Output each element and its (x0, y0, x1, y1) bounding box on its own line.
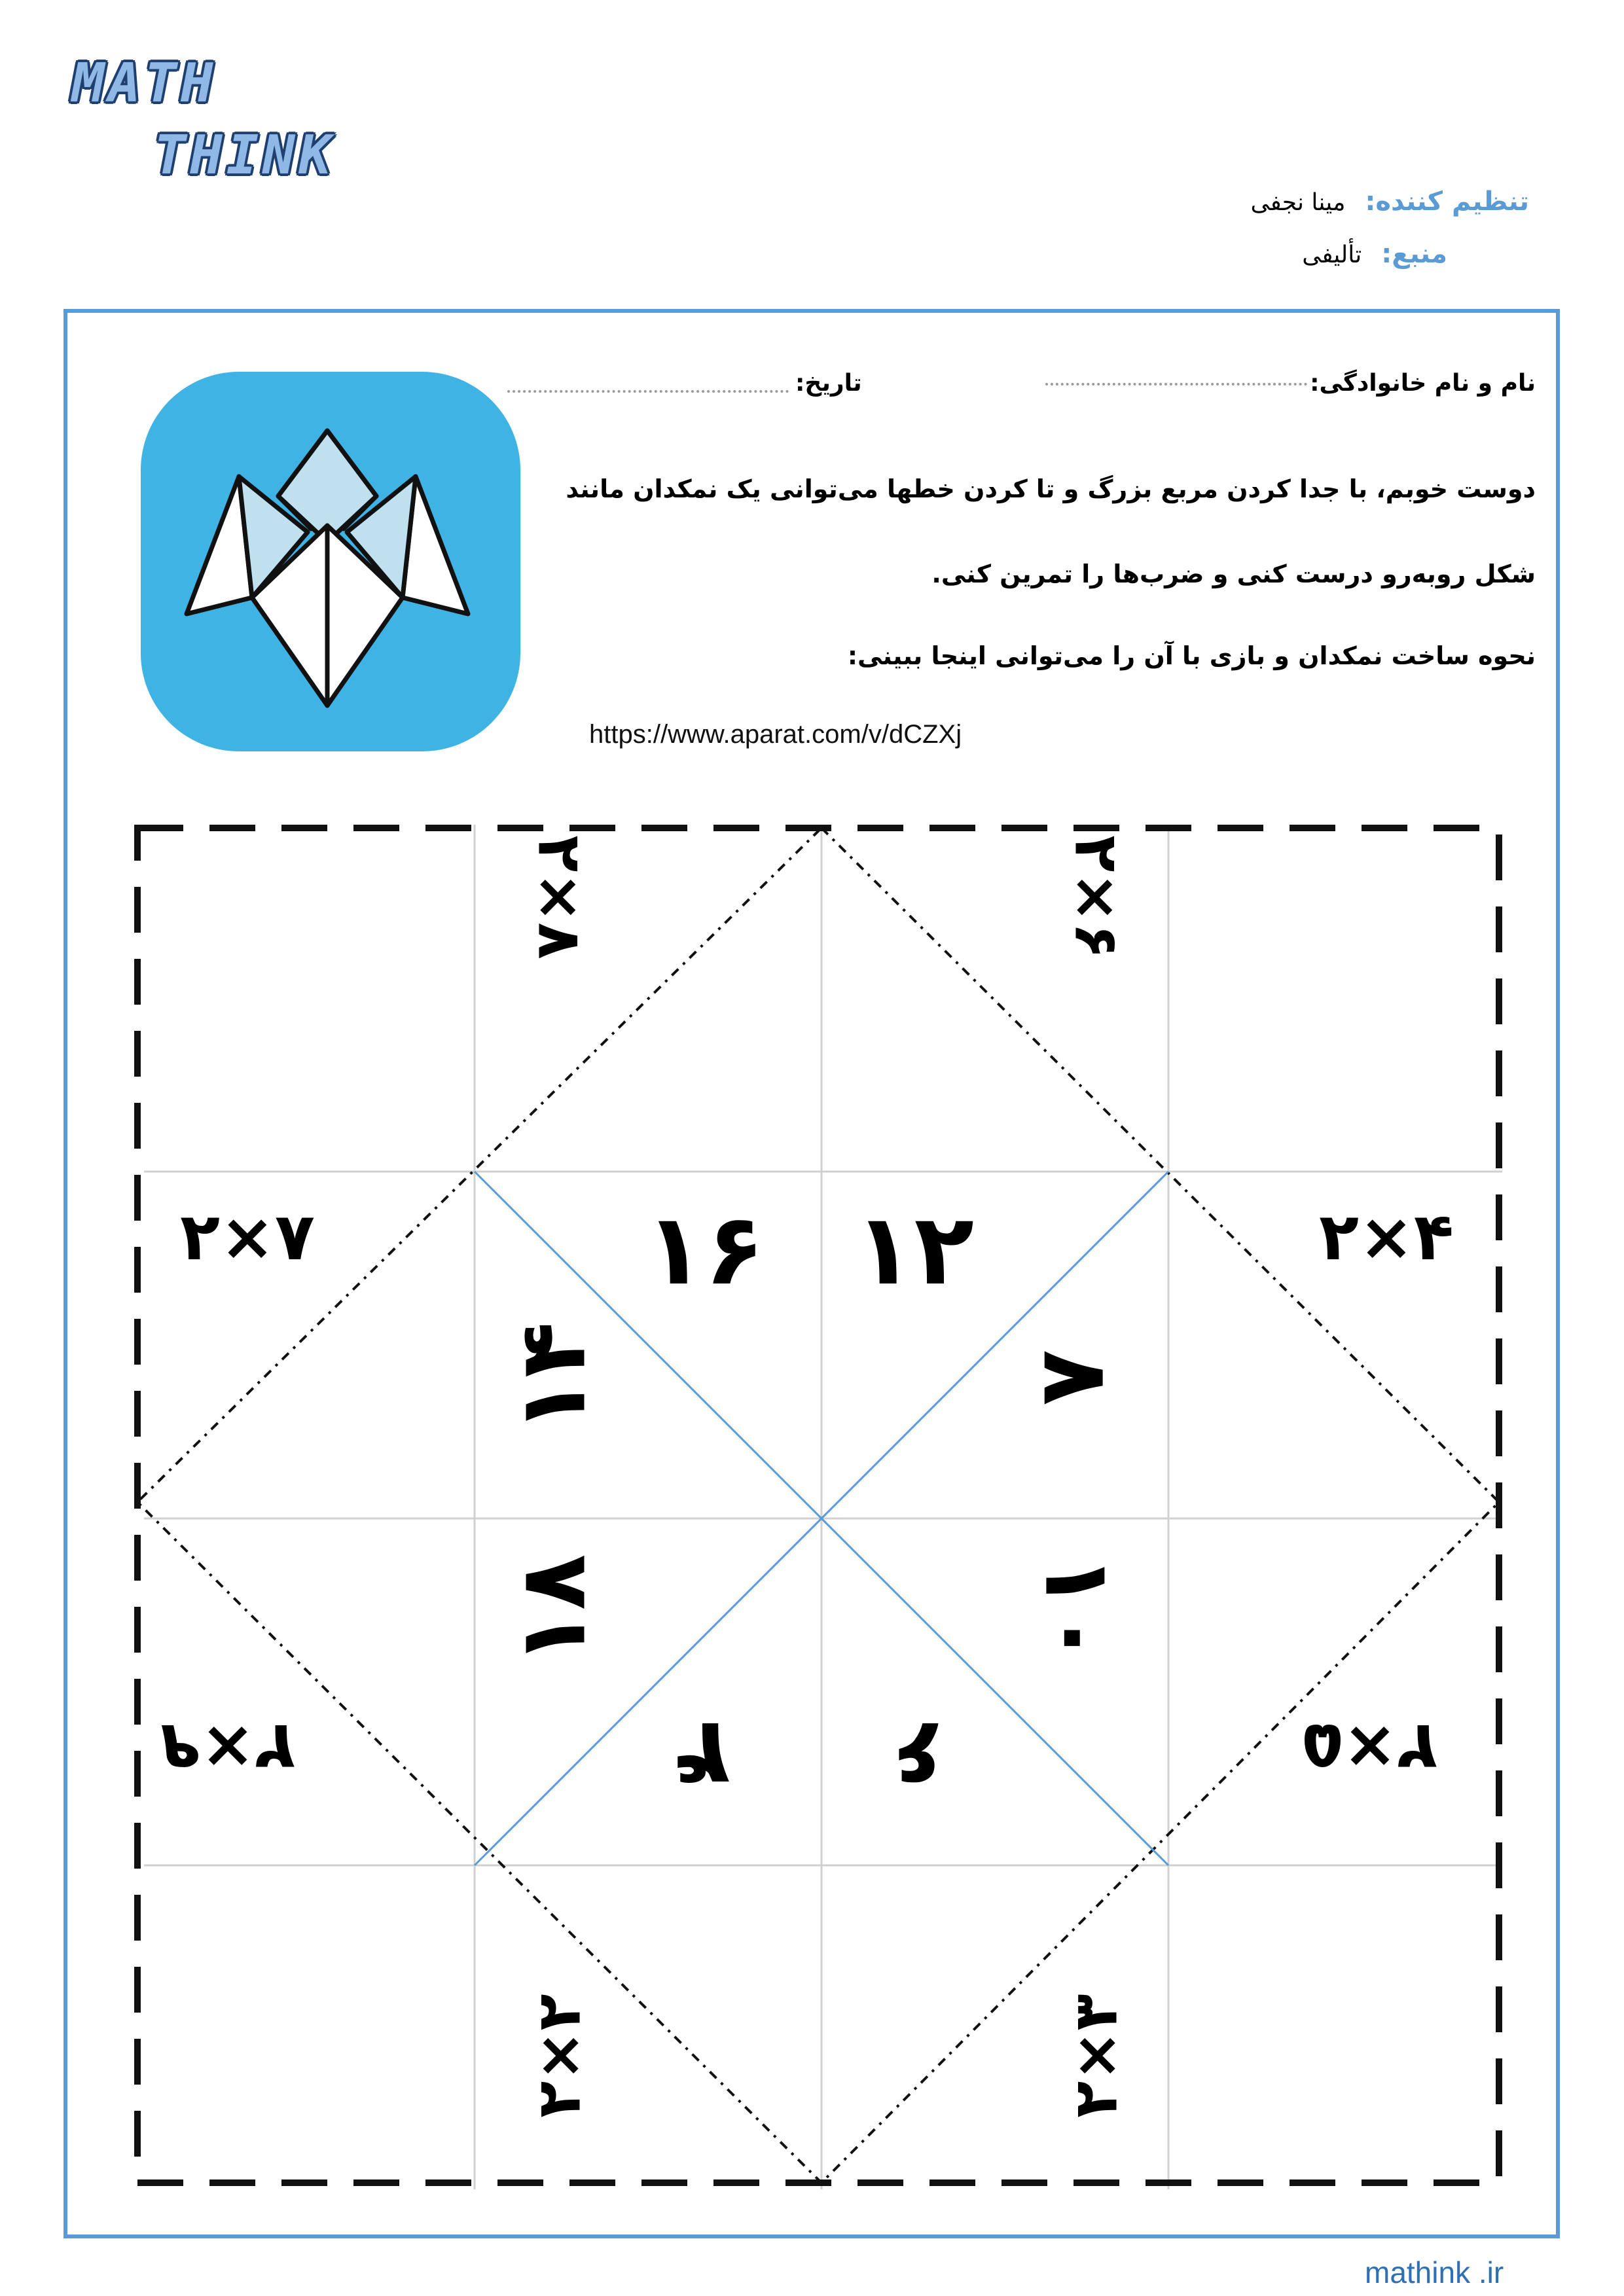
problem-left-lower: ۲×۹ (160, 1710, 295, 1786)
source-row (1302, 239, 1447, 269)
date-blank[interactable] (507, 390, 789, 393)
organizer-label: تنظیم کننده: (1365, 187, 1529, 217)
name-label: نام و نام خانوادگی: (1310, 370, 1536, 397)
problem-top-right: ۲×۶ (1061, 835, 1132, 960)
problem-right-upper: ۲×۴ (1319, 1198, 1454, 1275)
video-link[interactable]: https://www.aparat.com/v/dCZXj (589, 720, 962, 749)
footer-site[interactable]: mathink .ir (1365, 2255, 1504, 2289)
instruction-line-3: نحوه ساخت نمکدان و بازی با آن را می‌توانی اینجا ببینی: (847, 641, 1536, 670)
source-label: منبع: (1381, 239, 1447, 269)
answer-right-upper: ۸ (1022, 1350, 1129, 1406)
organizer-value: مینا نجفی (1250, 189, 1346, 216)
paper-fortune-teller-icon (141, 372, 520, 751)
problem-bottom-left: ۲×۲ (524, 1994, 594, 2118)
problem-right-lower: ۲×۵ (1303, 1710, 1437, 1786)
fortune-teller-cutout (128, 808, 1515, 2196)
source-value: تألیفی (1302, 242, 1362, 268)
answer-top-right: ۱۲ (854, 1193, 975, 1307)
instruction-line-1: دوست خوبم، با جدا کردن مربع بزرگ و تا کردن خطها می‌توانی یک نمکدان مانند (566, 475, 1536, 503)
instruction-line-2: شکل روبه‌رو درست کنی و ضرب‌ها را تمرین کنی. (931, 560, 1536, 588)
mathink-logo (72, 46, 347, 196)
problem-top-left: ۲×۸ (524, 835, 595, 960)
name-field[interactable] (1043, 370, 1536, 397)
problem-bottom-right: ۲×۳ (1060, 1994, 1131, 2118)
problem-left-upper: ۲×۷ (180, 1198, 315, 1275)
answer-bottom-left: ۴ (674, 1701, 731, 1808)
date-label: تاریخ: (795, 370, 862, 397)
answer-left-lower: ۱۸ (499, 1554, 607, 1666)
answer-bottom-right: ۶ (890, 1701, 947, 1808)
logo-word-math: MATH (72, 52, 217, 115)
fold-grid (144, 825, 1502, 2189)
answer-left-upper: ۱۴ (499, 1321, 607, 1434)
answer-right-lower: ۱۰ (1024, 1554, 1131, 1666)
cut-border (137, 828, 1499, 2183)
name-blank[interactable] (1045, 383, 1307, 386)
organizer-row (1251, 187, 1529, 217)
answer-top-left: ۱۶ (645, 1193, 765, 1307)
fold-diamond (137, 828, 1499, 2183)
logo-word-think: THINK (154, 124, 335, 187)
